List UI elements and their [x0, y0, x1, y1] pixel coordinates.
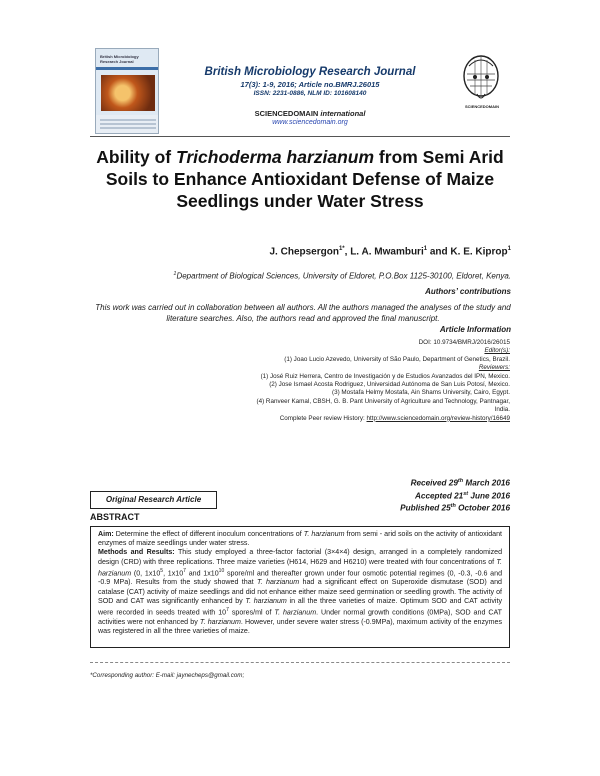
journal-header — [195, 66, 425, 126]
cover-image — [101, 75, 155, 111]
reviewer-item: (2) Jose Ismael Acosta Rodriguez, Universidad Autónoma de San Luis Potosí, Mexico. — [269, 381, 510, 389]
abstract-methods: Methods and Results: This study employed a three-factor factorial (3×4×4) design, arranged in a completely randomized design (CRD) with three replications. Three maize varieties (H614, H629 and H6210) were treated with four concentrations of T. harzianum (0, $1x10^5$, $1x10^7$ and $1x10^{10}$ spore/ml and thereafter grown under four osmotic potential regimes (0, -0.3, -0.6 and -0.9 MPa). Results from the study showed that T. harzianum had a significant effect on Superoxide dismutase (SOD) and catalase (CAT) activity of maize seedlings and did not enhance either maize seed germination or seedling growth. The activity of SOD and CAT was significantly enhanced by T. harzianum in all the three varieties of maize. Optimum SOD and CAT activity were recorded in seeds treated with $10^7$ spores/ml of T. harzianum. Under normal growth conditions (0MPa), SOD and CAT activities were not enhanced by T. harzianum. However, under severe water stress (-0.9MPa), maximum activity of the enzymes was registered in all the three varieties of maize. — [98, 548, 503, 635]
title-species: Trichoderma harzianum — [175, 147, 375, 167]
contributions-body: This work was carried out in collaboration between all authors. All the authors managed the analyses of the study and literature searches. Also, the authors read and approved the final manuscript. — [95, 303, 511, 323]
affiliation: $^1$Department of Biological Sciences, University of Eldoret, P.O.Box 1125-30100, Eldoret, Kenya. — [173, 271, 511, 281]
review-history: Complete Peer review History: http://www.sciencedomain.org/review-history/16649 — [279, 414, 510, 422]
publisher-name: SCIENCEDOMAIN international — [254, 109, 366, 118]
published-date: Published 25th October 2016 — [400, 503, 510, 514]
editor-item: (1) Joao Lucio Azevedo, University of São Paulo, Department of Genetics, Brazil. — [284, 355, 510, 363]
journal-volume: 17(3): 1-9, 2016; Article no.BMRJ.26015 — [240, 80, 380, 89]
article-info-heading: Article Information — [439, 325, 511, 334]
cover-band — [96, 67, 159, 70]
footnote-divider — [90, 662, 510, 663]
abstract-heading: ABSTRACT — [90, 512, 140, 522]
accepted-date: Accepted 21st June 2016 — [414, 490, 510, 501]
logo-text: SCIENCEDOMAIN — [464, 104, 499, 109]
publisher-logo-icon — [455, 50, 507, 104]
journal-name: British Microbiology Research Journal — [204, 66, 416, 78]
author-list: J. Chepsergon$^{1*}$, L. A. Mwamburi$^1$ and K. E. Kiprop$^1$ — [269, 246, 511, 258]
article-dates — [330, 476, 510, 514]
reviewer-item: (3) Mostafa Helmy Mostafa, Ain Shams University, Cairo, Egypt. — [331, 389, 510, 397]
paper-title: Ability of Trichoderma harzianum from Semi Arid Soils to Enhance Antioxidant Defense of Maize Seedlings under Water Stress — [96, 147, 504, 211]
journal-cover-thumbnail — [95, 48, 159, 134]
article-type-badge: Original Research Article — [90, 491, 217, 509]
received-date: Received 29th March 2016 — [410, 478, 510, 488]
article-info-block — [250, 339, 510, 423]
review-history-link[interactable]: http://www.sciencedomain.org/review-history/16649 — [366, 414, 510, 422]
header-divider — [90, 136, 510, 137]
editors-label: Editor(s): — [484, 347, 510, 355]
reviewers-label: Reviewers: — [478, 364, 510, 372]
abstract-box — [90, 526, 510, 648]
cover-footer — [96, 115, 159, 133]
publisher-url[interactable]: www.sciencedomain.org — [272, 119, 348, 126]
corresponding-author-footnote: *Corresponding author: E-mail: jaynecheps@gmail.com; — [90, 672, 245, 679]
reviewer-item: (4) Ranveer Kamal, CBSH, G. B. Pant University of Agriculture and Technology, Pantnagar, India. — [256, 397, 510, 414]
abstract-aim: Aim: Determine the effect of different inoculum concentrations of T. harzianum from semi - arid soils on the activity of antioxidant enzymes of maize seedlings under water stress. — [98, 530, 503, 548]
journal-issn: ISSN: 2231-0886, NLM ID: 101608140 — [253, 90, 367, 97]
cover-title: British Microbiology Research Journal — [100, 54, 139, 64]
doi: DOI: 10.9734/BMRJ/2016/26015 — [418, 339, 510, 346]
contributions-heading: Authors’ contributions — [425, 287, 511, 296]
reviewer-item: (1) José Ruiz Herrera, Centro de Investigación y de Estudios Avanzados del IPN, Mexico. — [260, 372, 510, 380]
